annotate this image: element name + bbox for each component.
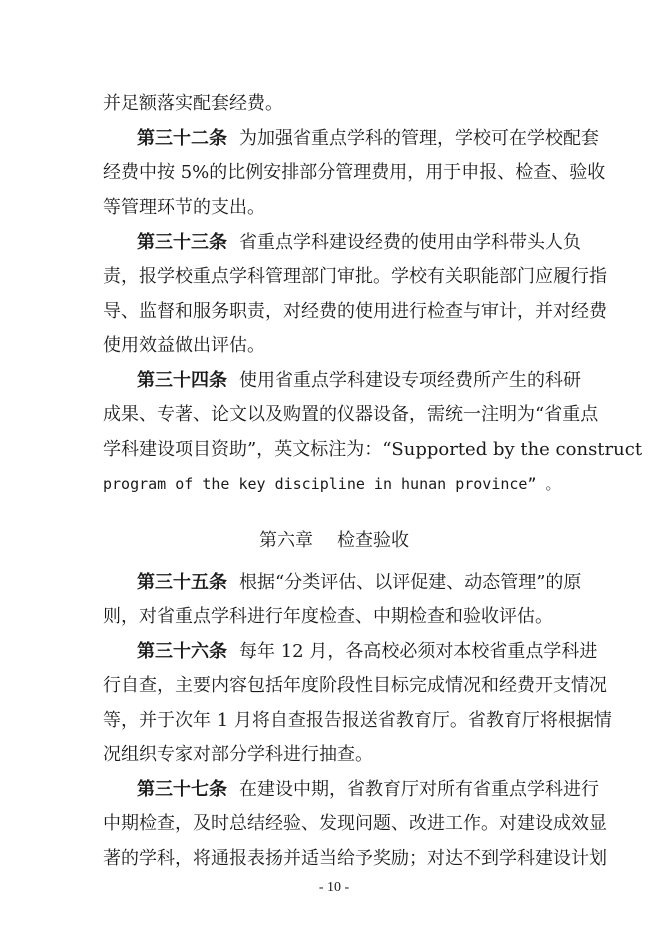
- article-36-line-1: 第三十六条 每年 12 月，各高校必须对本校省重点学科进: [137, 641, 598, 662]
- article-37-line-3: 著的学科，将通报表扬并适当给予奖励；对达不到学科建设计划: [103, 848, 607, 869]
- article-34-line-4: program of the key discipline in hunan province” 。: [103, 475, 561, 493]
- article-36-label: 第三十六条: [137, 641, 227, 662]
- article-36-line-2: 行自查，主要内容包括年度阶段性目标完成情况和经费开支情况: [103, 675, 607, 696]
- article-34-label: 第三十四条: [137, 370, 227, 391]
- article-34-line-2: 成果、专著、论文以及购置的仪器设备，需统一注明为“省重点: [103, 404, 599, 425]
- article-37-line-2: 中期检查，及时总结经验、发现问题、改进工作。对建设成效显: [103, 813, 607, 834]
- chapter-heading: [0, 529, 668, 553]
- page-number: - 10 -: [318, 880, 350, 895]
- article-36-line-3: 等，并于次年 1 月将自查报告报送省教育厅。省教育厅将根据情: [103, 710, 612, 731]
- chapter-number: 第六章: [259, 530, 313, 551]
- article-33-line-1: 第三十三条 省重点学科建设经费的使用由学科带头人负: [137, 232, 581, 253]
- article-33-line-4: 使用效益做出评估。: [103, 335, 265, 356]
- article-33-line-2: 责，报学校重点学科管理部门审批。学校有关职能部门应履行指: [103, 266, 607, 287]
- article-32-line-2: 经费中按 5%的比例安排部分管理费用，用于申报、检查、验收: [103, 162, 606, 183]
- chapter-title: 检查验收: [337, 530, 409, 551]
- article-35-line-1: 第三十五条 根据“分类评估、以评促建、动态管理”的原: [137, 572, 582, 593]
- article-36-line-4: 况组织专家对部分学科进行抽查。: [103, 744, 373, 765]
- article-33-line-3: 导、监督和服务职责，对经费的使用进行检查与审计，并对经费: [103, 301, 607, 322]
- article-34-line-1: 第三十四条 使用省重点学科建设专项经费所产生的科研: [137, 370, 581, 391]
- article-32-line-3: 等管理环节的支出。: [103, 197, 265, 218]
- paragraph-continuation: 并足额落实配套经费。: [103, 93, 283, 114]
- article-32-line-1: 第三十二条 为加强省重点学科的管理，学校可在学校配套: [137, 128, 599, 149]
- article-35-line-2: 则，对省重点学科进行年度检查、中期检查和验收评估。: [103, 606, 553, 627]
- article-33-label: 第三十三条: [137, 232, 227, 253]
- article-37-label: 第三十七条: [137, 779, 227, 800]
- article-32-label: 第三十二条: [137, 128, 227, 149]
- article-34-line-3: 学科建设项目资助”，英文标注为：“Supported by the construct: [103, 439, 643, 460]
- article-37-line-1: 第三十七条 在建设中期，省教育厅对所有省重点学科进行: [137, 779, 599, 800]
- article-35-label: 第三十五条: [137, 572, 227, 593]
